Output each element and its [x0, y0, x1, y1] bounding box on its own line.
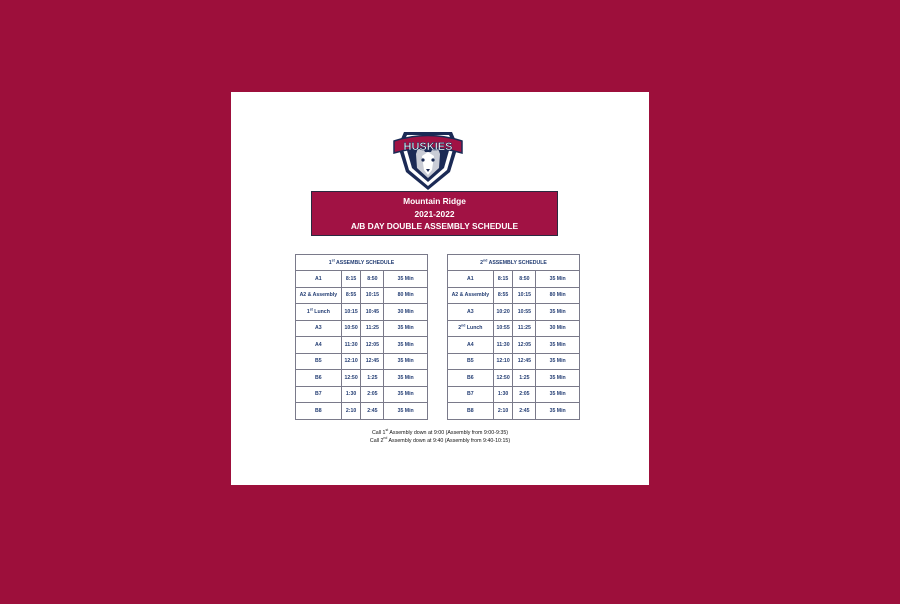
duration: 35 Min: [536, 353, 580, 370]
schedule-row: [296, 370, 428, 387]
end-time: 1:25: [361, 370, 384, 387]
end-time: 10:15: [361, 287, 384, 304]
end-time: 1:25: [513, 370, 536, 387]
duration: 35 Min: [384, 386, 428, 403]
schedule-row: [448, 304, 580, 321]
period-label: B6: [296, 370, 342, 387]
period-label: A2 & Assembly: [296, 287, 342, 304]
schedule-row: [448, 271, 580, 288]
schedule-document: [231, 92, 649, 485]
start-time: 12:50: [341, 370, 361, 387]
start-time: 8:15: [493, 271, 513, 288]
end-time: 11:25: [361, 320, 384, 337]
duration: 35 Min: [384, 337, 428, 354]
end-time: 12:05: [513, 337, 536, 354]
period-label: A4: [448, 337, 494, 354]
schedule-row: [448, 353, 580, 370]
period-label: 1st Lunch: [296, 304, 342, 321]
period-label: B6: [448, 370, 494, 387]
duration: 35 Min: [536, 370, 580, 387]
schedule-title: A/B DAY DOUBLE ASSEMBLY SCHEDULE: [350, 221, 519, 231]
second-assembly-table: [447, 254, 580, 420]
start-time: 11:30: [341, 337, 361, 354]
period-label: B5: [448, 353, 494, 370]
title-banner: [311, 191, 558, 236]
duration: 35 Min: [536, 403, 580, 420]
husky-logo-icon: [392, 128, 464, 192]
start-time: 1:30: [341, 386, 361, 403]
end-time: 10:45: [361, 304, 384, 321]
schedule-row: [448, 370, 580, 387]
first-assembly-table: [295, 254, 428, 420]
school-year: 2021-2022: [414, 208, 455, 219]
note-line-1: Call 1st Assembly down at 9:00 (Assembly from 9:00-9:35): [371, 428, 509, 436]
start-time: 10:55: [493, 320, 513, 337]
period-label: B8: [448, 403, 494, 420]
start-time: 12:10: [341, 353, 361, 370]
start-time: 10:20: [493, 304, 513, 321]
start-time: 8:15: [341, 271, 361, 288]
start-time: 12:10: [493, 353, 513, 370]
end-time: 8:50: [513, 271, 536, 288]
schedule-row: [296, 386, 428, 403]
start-time: 12:50: [493, 370, 513, 387]
start-time: 1:30: [493, 386, 513, 403]
duration: 35 Min: [384, 271, 428, 288]
end-time: 10:15: [513, 287, 536, 304]
period-label: B5: [296, 353, 342, 370]
end-time: 2:05: [361, 386, 384, 403]
duration: 80 Min: [384, 287, 428, 304]
schedule-row: [296, 353, 428, 370]
start-time: 10:15: [341, 304, 361, 321]
schedule-row: [448, 403, 580, 420]
duration: 35 Min: [536, 304, 580, 321]
schedule-row: [448, 287, 580, 304]
duration: 35 Min: [384, 370, 428, 387]
schedule-row: [296, 403, 428, 420]
duration: 80 Min: [536, 287, 580, 304]
end-time: 8:50: [361, 271, 384, 288]
duration: 35 Min: [384, 353, 428, 370]
end-time: 2:45: [513, 403, 536, 420]
note-line-2: Call 2nd Assembly down at 9:40 (Assembly from 9:40-10:15): [369, 435, 511, 444]
assembly-notes: [231, 430, 649, 445]
school-name: Mountain Ridge: [403, 196, 466, 206]
start-time: 11:30: [493, 337, 513, 354]
period-label: A1: [296, 271, 342, 288]
schedule-row: [448, 386, 580, 403]
duration: 35 Min: [384, 403, 428, 420]
period-label: B7: [448, 386, 494, 403]
schedule-row: [296, 320, 428, 337]
duration: 30 Min: [536, 320, 580, 337]
schedule-row: [296, 271, 428, 288]
period-label: A3: [296, 320, 342, 337]
period-label: B7: [296, 386, 342, 403]
schedule-row: [296, 304, 428, 321]
duration: 35 Min: [384, 320, 428, 337]
period-label: A1: [448, 271, 494, 288]
end-time: 2:05: [513, 386, 536, 403]
second-assembly-header: 2nd ASSEMBLY SCHEDULE: [448, 255, 580, 271]
first-assembly-header: 1st ASSEMBLY SCHEDULE: [296, 255, 428, 271]
start-time: 8:55: [341, 287, 361, 304]
schedule-row: [448, 320, 580, 337]
end-time: 12:05: [361, 337, 384, 354]
end-time: 2:45: [361, 403, 384, 420]
start-time: 2:10: [341, 403, 361, 420]
start-time: 8:55: [493, 287, 513, 304]
end-time: 12:45: [513, 353, 536, 370]
period-label: A2 & Assembly: [448, 287, 494, 304]
duration: 35 Min: [536, 386, 580, 403]
start-time: 2:10: [493, 403, 513, 420]
period-label: B8: [296, 403, 342, 420]
end-time: 11:25: [513, 320, 536, 337]
schedule-row: [296, 337, 428, 354]
end-time: 12:45: [361, 353, 384, 370]
period-label: 2nd Lunch: [448, 320, 494, 337]
end-time: 10:55: [513, 304, 536, 321]
schedule-row: [296, 287, 428, 304]
period-label: A4: [296, 337, 342, 354]
duration: 35 Min: [536, 271, 580, 288]
schedule-row: [448, 337, 580, 354]
logo-text: HUSKIES: [403, 141, 453, 153]
period-label: A3: [448, 304, 494, 321]
duration: 30 Min: [384, 304, 428, 321]
duration: 35 Min: [536, 337, 580, 354]
start-time: 10:50: [341, 320, 361, 337]
